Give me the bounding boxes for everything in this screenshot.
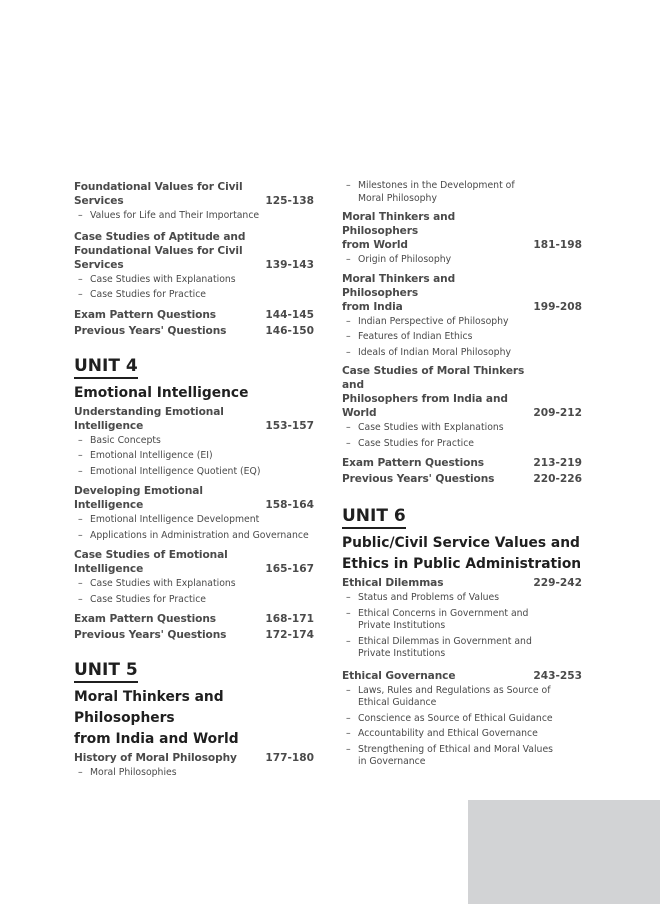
sub-item: – Case Studies with Explanations [346, 422, 582, 435]
unit-4-heading [74, 356, 314, 404]
toc-entry[interactable] [74, 612, 314, 626]
toc-entry[interactable] [74, 308, 314, 322]
toc-entry[interactable] [342, 364, 582, 450]
sub-item: – Accountability and Ethical Governance [346, 728, 582, 741]
entry-title: Understanding Emotional Intelligence [74, 405, 224, 432]
toc-entry[interactable] [74, 230, 314, 302]
toc-entry[interactable] [74, 405, 314, 479]
entry-title: Previous Years' Questions [74, 629, 227, 641]
entry-pages: 181-198 [533, 239, 582, 251]
sub-item: – Applications in Administration and Governance [78, 530, 314, 543]
sub-item: – Case Studies for Practice [346, 438, 582, 451]
sub-item: – Emotional Intelligence Quotient (EQ) [78, 466, 314, 479]
toc-entry[interactable] [74, 751, 314, 780]
toc-entry[interactable] [74, 548, 314, 606]
unit-6-heading [342, 506, 582, 575]
entry-pages: 146-150 [265, 324, 314, 337]
entry-title: Foundational Values for Civil Services [74, 181, 243, 207]
entry-pages: 168-171 [265, 613, 314, 625]
entry-title: Exam Pattern Questions [342, 457, 485, 469]
unit-label: UNIT 4 [74, 356, 138, 379]
entry-title: Exam Pattern Questions [74, 613, 217, 625]
sub-item: – Values for Life and Their Importance [78, 210, 314, 223]
toc-entry[interactable] [342, 210, 582, 267]
entry-pages: 153-157 [265, 419, 314, 432]
entry-title: Developing Emotional Intelligence [74, 485, 203, 511]
unit-title: Public/Civil Service Values and Ethics in Public Administration [342, 535, 582, 572]
toc-entry[interactable] [342, 669, 582, 769]
sub-item: – Ethical Dilemmas in Government and Private Institutions [346, 636, 582, 661]
sub-item: – Laws, Rules and Regulations as Source of Ethical Guidance [346, 685, 582, 710]
sub-item: – Origin of Philosophy [346, 254, 582, 267]
entry-pages: 158-164 [265, 499, 314, 511]
entry-pages: 229-242 [533, 577, 582, 589]
toc-right-column [342, 180, 582, 772]
sub-item: – Conscience as Source of Ethical Guidance [346, 713, 582, 726]
entry-pages: 243-253 [533, 669, 582, 682]
entry-title: History of Moral Philosophy [74, 752, 237, 764]
entry-pages: 199-208 [533, 300, 582, 313]
sub-item: – Case Studies for Practice [78, 289, 314, 302]
sub-item: – Ethical Concerns in Government and Private Institutions [346, 608, 582, 633]
unit-title: Emotional Intelligence [74, 384, 249, 401]
unit-title: Moral Thinkers and Philosophers from India and World [74, 689, 239, 747]
sub-item: – Status and Problems of Values [346, 592, 582, 605]
toc-entry[interactable] [342, 456, 582, 470]
sub-item: – Basic Concepts [78, 435, 314, 448]
sub-item: – Features of Indian Ethics [346, 331, 582, 344]
unit-5-heading [74, 660, 314, 750]
toc-entry[interactable] [74, 628, 314, 642]
sub-item: – Milestones in the Development of Moral Philosophy [346, 180, 582, 205]
sub-item: – Indian Perspective of Philosophy [346, 316, 582, 329]
entry-title: Previous Years' Questions [342, 473, 495, 485]
sub-item: – Strengthening of Ethical and Moral Values in Governance [346, 744, 582, 769]
sub-item: – Emotional Intelligence Development [78, 514, 314, 527]
sub-item: – Ideals of Indian Moral Philosophy [346, 347, 582, 360]
entry-title: Moral Thinkers and Philosophers from India [342, 272, 456, 313]
sub-item: – Case Studies with Explanations [78, 274, 314, 287]
toc-entry[interactable] [342, 576, 582, 661]
entry-pages: 209-212 [533, 407, 582, 419]
entry-pages: 177-180 [265, 752, 314, 764]
entry-title: Case Studies of Emotional Intelligence [74, 549, 228, 575]
entry-pages: 172-174 [265, 629, 314, 641]
toc-entry[interactable] [74, 324, 314, 338]
entry-title: Exam Pattern Questions [74, 308, 217, 321]
entry-pages: 144-145 [265, 308, 314, 321]
unit-label: UNIT 6 [342, 506, 406, 529]
sub-item: – Case Studies with Explanations [78, 578, 314, 591]
sub-item: – Case Studies for Practice [78, 594, 314, 607]
entry-title: Previous Years' Questions [74, 324, 227, 337]
sub-item: – Moral Philosophies [78, 767, 314, 780]
sub-item: – Emotional Intelligence (EI) [78, 450, 314, 463]
entry-title: Case Studies of Aptitude and Foundational Values for Civil Services [74, 230, 246, 271]
toc-left-column [74, 180, 314, 783]
entry-title: Case Studies of Moral Thinkers and Philosophers from India and World [342, 365, 525, 419]
entry-pages: 220-226 [533, 473, 582, 485]
entry-pages: 165-167 [265, 563, 314, 575]
entry-pages: 213-219 [533, 457, 582, 469]
corner-gray-block [468, 800, 660, 904]
entry-title: Ethical Governance [342, 669, 456, 682]
toc-entry[interactable] [74, 484, 314, 542]
entry-pages: 139-143 [265, 258, 314, 271]
entry-title: Moral Thinkers and Philosophers from World [342, 211, 456, 251]
unit-label: UNIT 5 [74, 660, 138, 683]
toc-entry[interactable] [342, 472, 582, 486]
entry-title: Ethical Dilemmas [342, 577, 444, 589]
toc-entry[interactable] [342, 272, 582, 360]
toc-entry[interactable] [74, 180, 314, 223]
entry-pages: 125-138 [265, 195, 314, 207]
